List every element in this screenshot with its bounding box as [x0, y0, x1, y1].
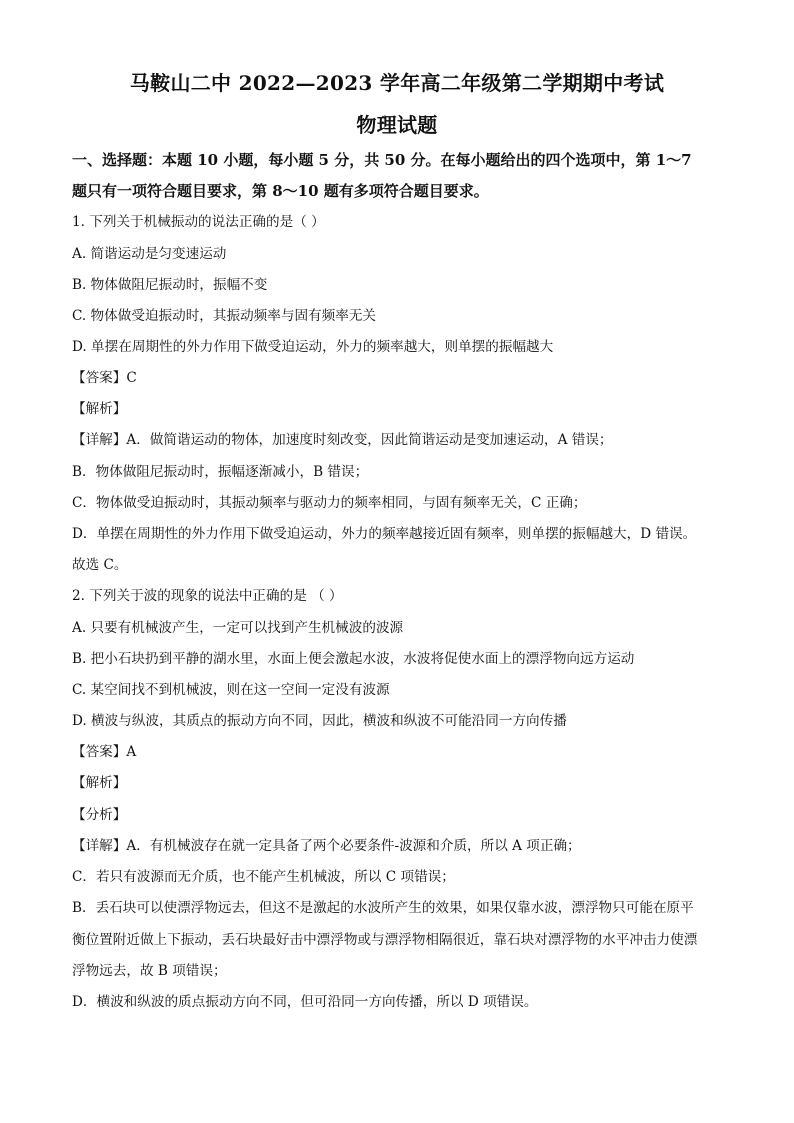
q2-explanation-line: 浮物远去，故 B 项错误； [72, 963, 227, 979]
section-heading-line-1: 一、选择题：本题 10 小题，每小题 5 分，共 50 分。在每小题给出的四个选项中，第 1～7 [72, 151, 692, 169]
q1-explanation-line: C．物体做受迫振动时，其振动频率与驱动力的频率相同，与固有频率无关，C 正确； [72, 495, 587, 511]
q2-option-b: B. 把小石块扔到平静的湖水里，水面上便会激起水波，水波将促使水面上的漂浮物向远方运动 [72, 651, 635, 667]
q2-analysis-label: 【解析】 [72, 775, 127, 791]
q2-answer: 【答案】A [72, 744, 137, 760]
section-heading-line-2: 题只有一项符合题目要求，第 8～10 题有多项符合题目要求。 [72, 182, 489, 200]
q2-option-d: D. 横波与纵波，其质点的振动方向不同，因此，横波和纵波不可能沿同一方向传播 [72, 713, 567, 729]
q2-explanation-line: B．丢石块可以使漂浮物远去，但这不是激起的水波所产生的效果，如果仅靠水波，漂浮物只可能在原平 [72, 900, 694, 916]
q2-explanation-line: 【详解】A．有机械波存在就一定具备了两个必要条件-波源和介质，所以 A 项正确； [72, 838, 581, 854]
q1-stem: 1. 下列关于机械振动的说法正确的是（ ） [72, 214, 325, 230]
q2-option-c: C. 某空间找不到机械波，则在这一空间一定没有波源 [72, 682, 390, 698]
q1-explanation-line: B．物体做阻尼振动时，振幅逐渐减小，B 错误； [72, 464, 369, 480]
q1-answer: 【答案】C [72, 370, 137, 386]
q1-option-a: A. 简谐运动是匀变速运动 [72, 246, 227, 262]
q1-option-b: B. 物体做阻尼振动时，振幅不变 [72, 277, 268, 293]
q2-option-a: A. 只要有机械波产生，一定可以找到产生机械波的波源 [72, 620, 404, 636]
q1-option-d: D. 单摆在周期性的外力作用下做受迫运动，外力的频率越大，则单摆的振幅越大 [72, 339, 554, 355]
q1-analysis-label: 【解析】 [72, 401, 127, 417]
exam-subtitle: 物理试题 [356, 113, 438, 137]
q2-stem: 2. 下列关于波的现象的说法中正确的是 （ ） [72, 588, 343, 604]
q1-explanation-line: 【详解】A．做简谐运动的物体，加速度时刻改变，因此简谐运动是变加速运动，A 错误； [72, 432, 613, 448]
q2-explanation-line: 衡位置附近做上下振动，丢石块最好击中漂浮物或与漂浮物相隔很近，靠石块对漂浮物的水平冲击力使漂 [72, 932, 698, 948]
q1-option-c: C. 物体做受迫振动时，其振动频率与固有频率无关 [72, 308, 377, 324]
q1-explanation-line: D．单摆在周期性的外力作用下做受迫运动，外力的频率越接近固有频率，则单摆的振幅越大，D 错误。 [72, 526, 697, 542]
q2-fenxi-label: 【分析】 [72, 807, 127, 823]
q2-explanation-line: C．若只有波源而无介质，也不能产生机械波，所以 C 项错误； [72, 869, 455, 885]
exam-title: 马鞍山二中 2022—2023 学年高二年级第二学期期中考试 [129, 71, 665, 95]
q2-explanation-line: D．横波和纵波的质点振动方向不同，但可沿同一方向传播，所以 D 项错误。 [72, 994, 538, 1010]
q1-conclusion: 故选 C。 [72, 557, 128, 573]
